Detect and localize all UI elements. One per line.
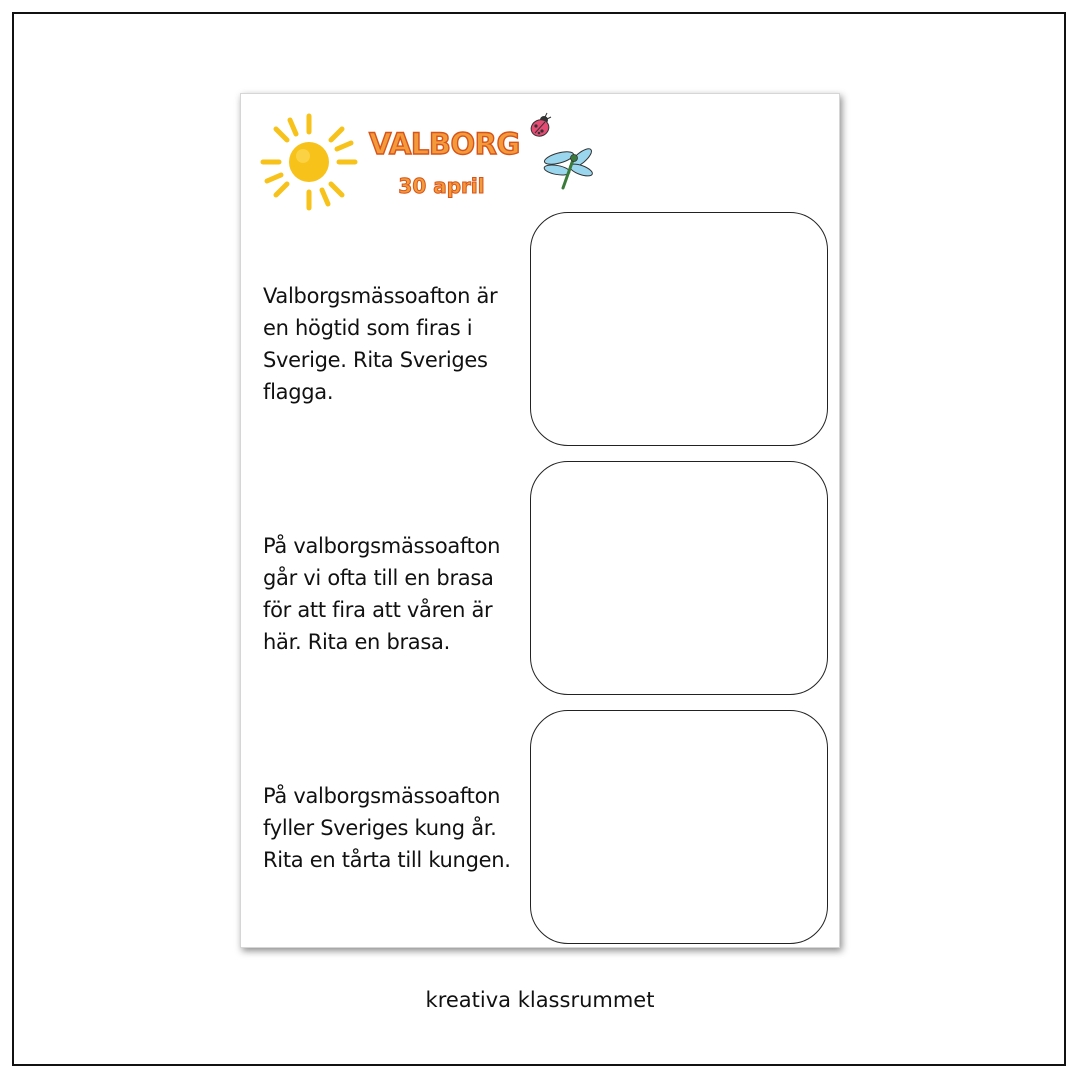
footer-credit: kreativa klassrummet xyxy=(425,988,655,1012)
worksheet-date: 30 april xyxy=(398,174,485,198)
drawing-box-2[interactable] xyxy=(530,461,828,695)
worksheet-title: VALBORG xyxy=(369,127,520,161)
task-prompt-3: På valborgsmässoafton fyller Sveriges kung år. Rita en tårta till kungen. xyxy=(263,784,511,872)
sun-icon xyxy=(259,112,359,212)
worksheet-page xyxy=(240,93,840,948)
task-prompt-1: Valborgsmässoafton är en högtid som firas i Sverige. Rita Sveriges flagga. xyxy=(263,284,498,404)
ladybug-icon xyxy=(527,112,555,140)
dragonfly-icon xyxy=(541,146,597,192)
drawing-box-3[interactable] xyxy=(530,710,828,944)
drawing-box-1[interactable] xyxy=(530,212,828,446)
task-prompt-2: På valborgsmässoafton går vi ofta till en brasa för att fira att våren är här. Rita en brasa. xyxy=(263,534,501,654)
